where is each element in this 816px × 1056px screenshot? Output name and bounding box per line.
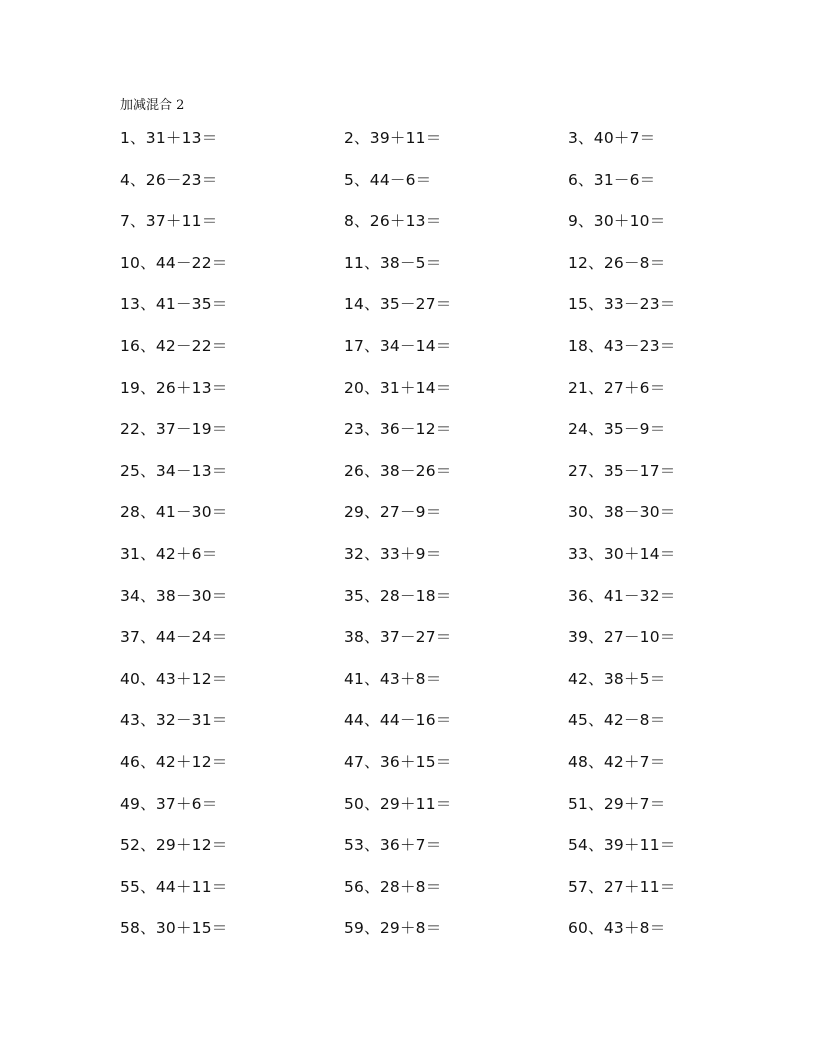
problem-28: 28、41－30＝ (120, 503, 228, 522)
problem-43: 43、32－31＝ (120, 711, 228, 730)
problem-20: 20、31＋14＝ (344, 378, 452, 397)
problem-29: 29、27－9＝ (344, 503, 442, 522)
problem-6: 6、31－6＝ (568, 170, 656, 189)
problem-49: 49、37＋6＝ (120, 794, 218, 813)
problem-34: 34、38－30＝ (120, 586, 228, 605)
problem-30: 30、38－30＝ (568, 503, 676, 522)
problem-58: 58、30＋15＝ (120, 919, 228, 938)
problem-21: 21、27＋6＝ (568, 378, 666, 397)
problem-56: 56、28＋8＝ (344, 877, 442, 896)
problem-50: 50、29＋11＝ (344, 794, 452, 813)
problem-9: 9、30＋10＝ (568, 212, 666, 231)
problem-26: 26、38－26＝ (344, 461, 452, 480)
problem-35: 35、28－18＝ (344, 586, 452, 605)
problem-8: 8、26＋13＝ (344, 212, 442, 231)
problem-14: 14、35－27＝ (344, 295, 452, 314)
problem-19: 19、26＋13＝ (120, 378, 228, 397)
problem-31: 31、42＋6＝ (120, 544, 218, 563)
problem-4: 4、26－23＝ (120, 170, 218, 189)
problem-32: 32、33＋9＝ (344, 544, 442, 563)
problem-48: 48、42＋7＝ (568, 752, 666, 771)
problem-37: 37、44－24＝ (120, 628, 228, 647)
problem-13: 13、41－35＝ (120, 295, 228, 314)
problem-36: 36、41－32＝ (568, 586, 676, 605)
problem-47: 47、36＋15＝ (344, 752, 452, 771)
problem-2: 2、39＋11＝ (344, 129, 442, 147)
problem-45: 45、42－8＝ (568, 711, 666, 730)
problem-17: 17、34－14＝ (344, 336, 452, 355)
problem-22: 22、37－19＝ (120, 420, 228, 439)
problem-46: 46、42＋12＝ (120, 752, 228, 771)
problem-53: 53、36＋7＝ (344, 836, 442, 855)
problem-44: 44、44－16＝ (344, 711, 452, 730)
problem-59: 59、29＋8＝ (344, 919, 442, 938)
problem-11: 11、38－5＝ (344, 253, 442, 272)
problem-38: 38、37－27＝ (344, 628, 452, 647)
problem-16: 16、42－22＝ (120, 336, 228, 355)
problem-7: 7、37＋11＝ (120, 212, 218, 231)
problem-5: 5、44－6＝ (344, 170, 432, 189)
problem-33: 33、30＋14＝ (568, 544, 676, 563)
problem-51: 51、29＋7＝ (568, 794, 666, 813)
problem-10: 10、44－22＝ (120, 253, 228, 272)
problem-12: 12、26－8＝ (568, 253, 666, 272)
problem-25: 25、34－13＝ (120, 461, 228, 480)
problem-41: 41、43＋8＝ (344, 669, 442, 688)
problem-3: 3、40＋7＝ (568, 129, 656, 147)
problem-42: 42、38＋5＝ (568, 669, 666, 688)
problem-54: 54、39＋11＝ (568, 836, 676, 855)
problem-27: 27、35－17＝ (568, 461, 676, 480)
problem-40: 40、43＋12＝ (120, 669, 228, 688)
problem-23: 23、36－12＝ (344, 420, 452, 439)
worksheet-title: 加减混合 2 (120, 98, 185, 113)
problem-24: 24、35－9＝ (568, 420, 666, 439)
problem-1: 1、31＋13＝ (120, 129, 218, 147)
problem-60: 60、43＋8＝ (568, 919, 666, 938)
problem-57: 57、27＋11＝ (568, 877, 676, 896)
problem-52: 52、29＋12＝ (120, 836, 228, 855)
problem-55: 55、44＋11＝ (120, 877, 228, 896)
problem-18: 18、43－23＝ (568, 336, 676, 355)
problem-39: 39、27－10＝ (568, 628, 676, 647)
problem-15: 15、33－23＝ (568, 295, 676, 314)
problem-grid (120, 126, 720, 958)
